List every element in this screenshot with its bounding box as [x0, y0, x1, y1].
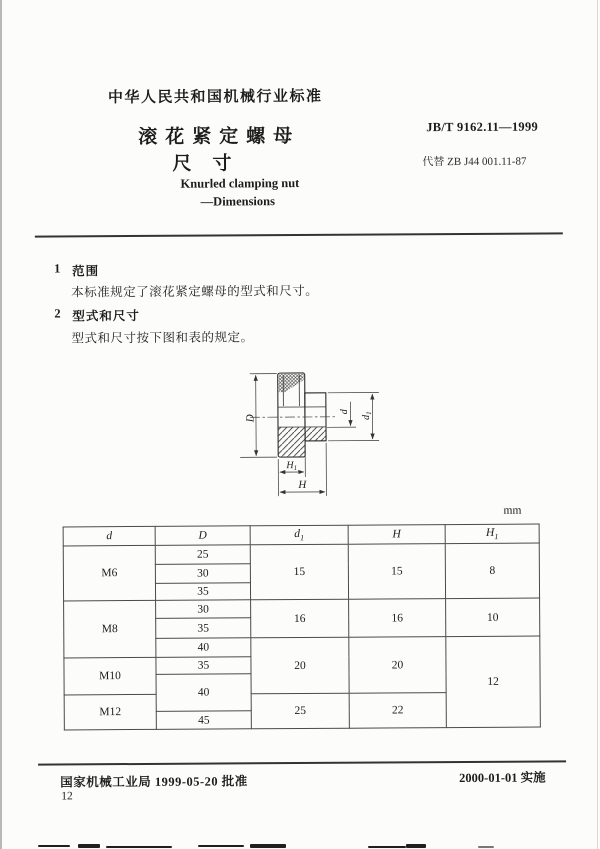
dim-label-d: d: [338, 409, 350, 415]
cell-D-35b: 35: [156, 618, 251, 639]
scan-smudge: [198, 845, 244, 847]
cell-H1-8: 8: [445, 543, 539, 599]
table-unit-label: mm: [503, 504, 522, 517]
col-header-H: H: [348, 525, 445, 545]
section1-number: 1: [53, 261, 61, 276]
cell-d1-25: 25: [251, 693, 349, 729]
replaces-note: 代替 ZB J44 001.11-87: [422, 155, 527, 169]
cell-H-22: 22: [349, 693, 446, 729]
cell-D-30b: 30: [156, 600, 251, 619]
cell-H-15: 15: [348, 544, 445, 600]
title-english-line2: —Dimensions: [200, 194, 276, 209]
section2-heading: 型式和尺寸: [72, 308, 140, 324]
dimensions-table: [63, 524, 541, 731]
scan-smudge: [406, 844, 426, 848]
cell-d-M12: M12: [64, 694, 156, 730]
approval-line: 国家机械工业局 1999-05-20 批准: [60, 774, 248, 790]
nut-section-drawing: [222, 357, 423, 508]
table-row: [64, 598, 540, 619]
cell-D-30: 30: [155, 564, 250, 584]
cell-D-35c: 35: [156, 657, 251, 675]
header-rule: [35, 232, 563, 237]
cell-d1-15: 15: [250, 544, 348, 600]
section-hatch-boss: [305, 427, 326, 441]
dim-label-H1: $H_1$: [286, 460, 298, 473]
section1-body: 本标准规定了滚花紧定螺母的型式和尺寸。: [71, 283, 319, 300]
cell-D-40: 40: [156, 638, 251, 658]
scan-smudge: [106, 846, 172, 848]
title-chinese: 滚花紧定螺母: [138, 125, 301, 148]
scan-smudge: [78, 844, 100, 848]
scan-smudge: [38, 845, 70, 847]
title-chinese-line2: 尺寸: [172, 153, 253, 175]
cell-H1-10: 10: [446, 598, 540, 637]
scan-edge-right: [597, 0, 598, 849]
section2-body: 型式和尺寸按下图和表的规定。: [71, 330, 254, 346]
scan-smudge: [250, 844, 286, 848]
dim-label-H: H: [298, 478, 307, 492]
col-header-d: d: [63, 526, 155, 546]
table-row: [63, 543, 539, 565]
standard-org-line: 中华人民共和国机械行业标准: [107, 88, 323, 107]
cell-d-M6: M6: [63, 545, 155, 601]
title-english: Knurled clamping nut: [180, 175, 300, 191]
centerline: [250, 417, 336, 418]
col-header-D: D: [155, 526, 250, 546]
dim-label-D: D: [244, 414, 257, 423]
cell-H1-12: 12: [446, 636, 541, 728]
knurl-pattern: [279, 374, 304, 392]
cell-d1-20: 20: [251, 637, 349, 694]
cell-d1-16: 16: [251, 599, 349, 638]
section2-number: 2: [54, 306, 61, 321]
page-number: 12: [61, 790, 73, 803]
scan-smudge: [368, 846, 406, 848]
cell-H-16: 16: [349, 599, 446, 638]
cell-D-25: 25: [155, 545, 250, 565]
cell-D-45: 45: [156, 711, 251, 730]
scan-edge-left: [0, 0, 2, 849]
section-hatch-body: [278, 427, 305, 457]
cell-D-40-shared: 40: [156, 674, 251, 712]
col-header-H1: $H_1$: [445, 524, 539, 544]
cell-d-M8: M8: [64, 600, 156, 658]
col-header-d1: $d_1$: [250, 525, 348, 545]
section1-heading: 范围: [72, 264, 100, 279]
implementation-line: 2000-01-01 实施: [459, 770, 546, 786]
cell-D-35: 35: [155, 583, 250, 601]
dim-label-d1: $d_1$: [360, 411, 373, 420]
cell-d-M10: M10: [64, 657, 156, 695]
footer-rule: [38, 760, 566, 765]
standard-number: JB/T 9162.11—1999: [426, 119, 539, 135]
scan-smudge: [478, 846, 494, 848]
cell-H-20: 20: [349, 637, 446, 694]
